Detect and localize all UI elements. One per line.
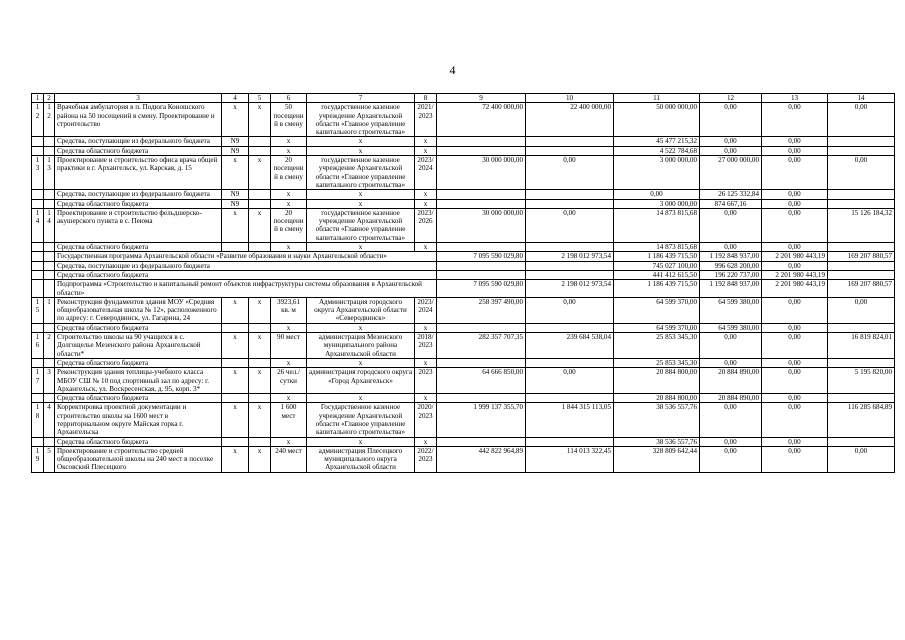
- program-row: [32, 252, 895, 261]
- amount-2024: 20 884 890,00: [700, 394, 762, 403]
- cell-x: х: [415, 243, 437, 252]
- amount-2023: 50 000 000,00: [614, 103, 700, 137]
- header-cell: 4: [222, 94, 249, 103]
- amount-2024: 0,00: [700, 358, 762, 367]
- header-cell: 1: [32, 94, 44, 103]
- cell-x: х: [415, 394, 437, 403]
- amount-2024: 0,00: [700, 103, 762, 137]
- object-name: Строительство школы на 90 учащихся в с. Долгощелье Мезенского района Архангельской области*: [55, 333, 222, 359]
- customer: государственное казенное учреждение Архангельской области «Главное управление капитального строительства»: [307, 208, 415, 242]
- object-name: Проектирование и строительство офиса врача общей практики в г. Архангельск, ул. Карская, д. 15: [55, 156, 222, 190]
- amount-2023: 745 027 100,00: [614, 261, 700, 270]
- code: N9: [222, 146, 249, 155]
- amount-2025: 2 201 980 443,19: [762, 280, 828, 298]
- amount-2024: 0,00: [700, 403, 762, 437]
- source-label: Средства областного бюджета: [55, 437, 222, 446]
- amount-2023: 328 809 642,44: [614, 446, 700, 472]
- cell-x: х: [271, 137, 307, 146]
- amount-2024: 196 220 737,00: [700, 270, 762, 279]
- amount-2024: 64 599 380,00: [700, 297, 762, 323]
- amount-2025: 0,00: [762, 323, 828, 332]
- years: 2023/ 2024: [415, 297, 437, 323]
- cell-x: х: [271, 199, 307, 208]
- amount-2023: 38 536 557,76: [614, 403, 700, 437]
- cell-x: х: [415, 137, 437, 146]
- subprogram-row: [32, 280, 895, 298]
- page-number: 4: [449, 63, 456, 77]
- amount-2023: 0,00: [614, 190, 700, 199]
- program-name: Государственная программа Архангельской области «Развитие образования и науки Архангельской области»: [55, 252, 437, 261]
- amount-2024: 874 667,16: [700, 199, 762, 208]
- amount-total: 282 357 707,35: [437, 333, 526, 359]
- code: N9: [222, 137, 249, 146]
- amount-2025: 0,00: [762, 368, 828, 394]
- amount-total: 30 000 000,00: [437, 208, 526, 242]
- amount-2025: 0,00: [762, 446, 828, 472]
- object-name: Врачебная амбулатория в п. Подюга Коношского района на 50 посещений в смену. Проектирование и строительство: [55, 103, 222, 137]
- source-label: Средства, поступающие из федерального бюджета: [55, 137, 222, 146]
- amount-remaining: 5 195 820,00: [828, 368, 895, 394]
- program-regional-row: [32, 270, 895, 279]
- source-row-regional: [32, 243, 895, 252]
- project-row: [32, 403, 895, 437]
- capacity: 240 мест: [271, 446, 307, 472]
- amount-2025: 0,00: [762, 156, 828, 190]
- code: N9: [222, 190, 249, 199]
- years: 2020/ 2023: [415, 403, 437, 437]
- amount-prior: 22 400 000,00: [526, 103, 614, 137]
- amount-2024: 0,00: [700, 146, 762, 155]
- amount-2025: 0,00: [762, 261, 828, 270]
- amount-2025: 2 201 980 443,19: [762, 252, 828, 261]
- project-row: [32, 333, 895, 359]
- sub-number: 1: [44, 297, 55, 323]
- amount-2023: 1 186 439 715,50: [614, 252, 700, 261]
- cell-x: х: [271, 323, 307, 332]
- amount-remaining: 16 819 824,01: [828, 333, 895, 359]
- amount-total: 7 095 590 029,80: [437, 252, 526, 261]
- amount-remaining: 0,00: [828, 446, 895, 472]
- cell-x: х: [307, 137, 415, 146]
- cell-x: х: [249, 333, 271, 359]
- source-row-regional: [32, 437, 895, 446]
- amount-2024: 0,00: [700, 137, 762, 146]
- years: 2023/ 2024: [415, 156, 437, 190]
- row-number: 14: [32, 208, 44, 242]
- header-cell: 14: [828, 94, 895, 103]
- source-label: Средства, поступающие из федерального бюджета: [55, 261, 437, 270]
- amount-prior: 1 844 315 113,05: [526, 403, 614, 437]
- amount-2025: 2 201 980 443,19: [762, 270, 828, 279]
- row-number: 19: [32, 446, 44, 472]
- amount-2024: 0,00: [700, 333, 762, 359]
- amount-2024: 1 192 848 937,00: [700, 280, 762, 298]
- object-name: Проектирование и строительство средней общеобразовательной школы на 240 мест в поселке Оксовский Плесецкого: [55, 446, 222, 472]
- amount-2023: 25 853 345,30: [614, 358, 700, 367]
- amount-2024: 0,00: [700, 446, 762, 472]
- source-label: Средства областного бюджета: [55, 394, 222, 403]
- sub-number: 4: [44, 403, 55, 437]
- amount-2024: 996 628 200,00: [700, 261, 762, 270]
- header-cell: 13: [762, 94, 828, 103]
- project-row: [32, 208, 895, 242]
- amount-remaining: 15 126 184,32: [828, 208, 895, 242]
- cell-x: х: [415, 146, 437, 155]
- amount-2025: 0,00: [762, 208, 828, 242]
- amount-2024: 27 000 000,00: [700, 156, 762, 190]
- source-label: Средства областного бюджета: [55, 199, 222, 208]
- cell-x: х: [222, 297, 249, 323]
- source-label: Средства областного бюджета: [55, 358, 222, 367]
- amount-total: 7 095 590 029,80: [437, 280, 526, 298]
- amount-total: 1 999 137 355,70: [437, 403, 526, 437]
- capacity: 50 посещений в смену: [271, 103, 307, 137]
- capacity: 20 посещений в смену: [271, 208, 307, 242]
- years: 2022/ 2023: [415, 446, 437, 472]
- amount-total: 72 400 000,00: [437, 103, 526, 137]
- source-label: Средства областного бюджета: [55, 323, 222, 332]
- amount-remaining: 0,00: [828, 156, 895, 190]
- capacity: 1 600 мест: [271, 403, 307, 437]
- row-number: 18: [32, 403, 44, 437]
- cell-x: х: [271, 437, 307, 446]
- amount-2023: 4 522 784,68: [614, 146, 700, 155]
- amount-2025: 0,00: [762, 199, 828, 208]
- cell-x: х: [249, 368, 271, 394]
- header-row: [32, 94, 895, 103]
- cell-x: х: [249, 156, 271, 190]
- amount-2025: 0,00: [762, 437, 828, 446]
- object-name: Реконструкция фундаментов здания МОУ «Средняя общеобразовательная школа № 12», расположенного по адресу: г. Северодвинск, ул. Гагарина, 24: [55, 297, 222, 323]
- row-number: 12: [32, 103, 44, 137]
- amount-total: 442 822 964,89: [437, 446, 526, 472]
- capacity: 90 мест: [271, 333, 307, 359]
- amount-total: 30 000 000,00: [437, 156, 526, 190]
- cell-x: х: [222, 368, 249, 394]
- customer: администрация Плесецкого муниципального округа Архангельской области: [307, 446, 415, 472]
- project-row: [32, 297, 895, 323]
- cell-x: х: [307, 243, 415, 252]
- capacity: 26 чел./сутки: [271, 368, 307, 394]
- amount-total: 64 666 850,00: [437, 368, 526, 394]
- customer: государственное казенное учреждение Архангельской области «Главное управление капитального строительства»: [307, 103, 415, 137]
- amount-remaining: 116 285 684,89: [828, 403, 895, 437]
- amount-2023: 25 853 345,30: [614, 333, 700, 359]
- amount-2024: 0,00: [700, 437, 762, 446]
- amount-total: 258 397 490,00: [437, 297, 526, 323]
- header-cell: 6: [271, 94, 307, 103]
- header-cell: 10: [526, 94, 614, 103]
- amount-2025: 0,00: [762, 297, 828, 323]
- sub-number: 3: [44, 368, 55, 394]
- object-name: Реконструкция здания теплицы-учебного класса МБОУ СШ № 10 под спортивный зал по адресу: г. Архангельск, ул. Воскресенская, д. 95, корп. 3*: [55, 368, 222, 394]
- source-row-federal: [32, 190, 895, 199]
- amount-prior: 2 198 012 973,54: [526, 280, 614, 298]
- cell-x: х: [307, 323, 415, 332]
- cell-x: х: [271, 146, 307, 155]
- cell-x: х: [307, 437, 415, 446]
- capacity: 20 посещений в смену: [271, 156, 307, 190]
- amount-2023: 14 873 815,68: [614, 243, 700, 252]
- amount-2023: 20 884 800,00: [614, 368, 700, 394]
- cell-x: х: [271, 190, 307, 199]
- amount-2024: 1 192 848 937,00: [700, 252, 762, 261]
- amount-2023: 38 536 557,76: [614, 437, 700, 446]
- customer: Государственное казенное учреждение Архангельской области «Главное управление капитального строительства»: [307, 403, 415, 437]
- sub-number: 14: [44, 208, 55, 242]
- amount-prior: 0,00: [526, 208, 614, 242]
- amount-2025: 0,00: [762, 103, 828, 137]
- source-row-regional: [32, 199, 895, 208]
- subprogram-name: Подпрограмма «Строительство и капитальный ремонт объектов инфраструктуры системы образования в Архангельской области»: [55, 280, 437, 298]
- object-name: Корректировка проектной документации и строительство школы на 1600 мест в территориальном округе Майская горка г. Архангельска: [55, 403, 222, 437]
- customer: государственное казенное учреждение Архангельской области «Главное управление капитального строительства»: [307, 156, 415, 190]
- project-row: [32, 156, 895, 190]
- cell-x: х: [249, 103, 271, 137]
- source-label: Средства областного бюджета: [55, 146, 222, 155]
- header-cell: 9: [437, 94, 526, 103]
- amount-2025: 0,00: [762, 146, 828, 155]
- customer: Администрация городского округа Архангельской области «Северодвинск»: [307, 297, 415, 323]
- budget-table: [31, 93, 895, 473]
- source-row-regional: [32, 358, 895, 367]
- amount-2024: 64 599 380,00: [700, 323, 762, 332]
- amount-2025: 0,00: [762, 137, 828, 146]
- amount-remaining: 169 207 880,57: [828, 252, 895, 261]
- years: 2021/ 2023: [415, 103, 437, 137]
- amount-2025: 0,00: [762, 333, 828, 359]
- customer: администрация городского округа «Город Архангельск»: [307, 368, 415, 394]
- source-label: Средства областного бюджета: [55, 270, 437, 279]
- amount-2025: 0,00: [762, 243, 828, 252]
- amount-2025: 0,00: [762, 403, 828, 437]
- years: 2018/ 2023: [415, 333, 437, 359]
- code: N9: [222, 199, 249, 208]
- amount-2023: 64 599 370,00: [614, 297, 700, 323]
- row-number: 17: [32, 368, 44, 394]
- header-cell: 2: [44, 94, 55, 103]
- cell-x: х: [249, 208, 271, 242]
- header-cell: 8: [415, 94, 437, 103]
- source-row-federal: [32, 137, 895, 146]
- amount-2025: 0,00: [762, 394, 828, 403]
- source-label: Средства областного бюджета: [55, 243, 222, 252]
- cell-x: х: [307, 199, 415, 208]
- sub-number: 5: [44, 446, 55, 472]
- source-label: Средства, поступающие из федерального бюджета: [55, 190, 222, 199]
- project-row: [32, 368, 895, 394]
- amount-prior: 0,00: [526, 297, 614, 323]
- sub-number: 13: [44, 156, 55, 190]
- amount-2024: 20 884 890,00: [700, 368, 762, 394]
- header-cell: 11: [614, 94, 700, 103]
- cell-x: х: [307, 146, 415, 155]
- customer: администрация Мезенского муниципального района Архангельской области: [307, 333, 415, 359]
- amount-2023: 3 000 000,00: [614, 156, 700, 190]
- cell-x: х: [222, 103, 249, 137]
- object-name: Проектирование и строительство фельдшерско-акушерского пункта в с. Пеюма: [55, 208, 222, 242]
- amount-2023: 1 186 439 715,50: [614, 280, 700, 298]
- cell-x: х: [222, 333, 249, 359]
- amount-2023: 3 000 000,00: [614, 199, 700, 208]
- row-number: 16: [32, 333, 44, 359]
- cell-x: х: [222, 446, 249, 472]
- cell-x: х: [415, 358, 437, 367]
- cell-x: х: [249, 403, 271, 437]
- project-row: [32, 103, 895, 137]
- amount-2025: 0,00: [762, 358, 828, 367]
- amount-remaining: 169 207 880,57: [828, 280, 895, 298]
- amount-prior: 239 684 538,04: [526, 333, 614, 359]
- cell-x: х: [307, 190, 415, 199]
- amount-prior: 0,00: [526, 368, 614, 394]
- amount-prior: 0,00: [526, 156, 614, 190]
- cell-x: х: [307, 358, 415, 367]
- amount-remaining: 0,00: [828, 297, 895, 323]
- cell-x: х: [415, 437, 437, 446]
- amount-2023: 20 884 800,00: [614, 394, 700, 403]
- program-federal-row: [32, 261, 895, 270]
- header-cell: 12: [700, 94, 762, 103]
- cell-x: х: [249, 297, 271, 323]
- row-number: 15: [32, 297, 44, 323]
- row-number: 13: [32, 156, 44, 190]
- project-row: [32, 446, 895, 472]
- capacity: 3923,61 кв. м: [271, 297, 307, 323]
- amount-prior: 2 198 012 973,54: [526, 252, 614, 261]
- cell-x: х: [222, 403, 249, 437]
- cell-x: х: [271, 394, 307, 403]
- amount-remaining: 0,00: [828, 103, 895, 137]
- cell-x: х: [271, 358, 307, 367]
- years: 2023/ 2026: [415, 208, 437, 242]
- cell-x: х: [249, 446, 271, 472]
- sub-number: 2: [44, 333, 55, 359]
- amount-2024: 26 125 332,84: [700, 190, 762, 199]
- sub-number: 12: [44, 103, 55, 137]
- header-cell: 5: [249, 94, 271, 103]
- source-row-regional: [32, 323, 895, 332]
- amount-2025: 0,00: [762, 190, 828, 199]
- years: 2023: [415, 368, 437, 394]
- cell-x: х: [415, 199, 437, 208]
- cell-x: х: [222, 156, 249, 190]
- amount-2023: 14 873 815,68: [614, 208, 700, 242]
- amount-prior: 114 013 322,45: [526, 446, 614, 472]
- amount-2023: 64 599 370,00: [614, 323, 700, 332]
- cell-x: х: [415, 323, 437, 332]
- cell-x: х: [415, 190, 437, 199]
- amount-2024: 0,00: [700, 243, 762, 252]
- amount-2024: 0,00: [700, 208, 762, 242]
- header-cell: 3: [55, 94, 222, 103]
- cell-x: х: [222, 208, 249, 242]
- cell-x: х: [271, 243, 307, 252]
- amount-2023: 45 477 215,32: [614, 137, 700, 146]
- cell-x: х: [307, 394, 415, 403]
- header-cell: 7: [307, 94, 415, 103]
- amount-2023: 441 412 615,50: [614, 270, 700, 279]
- source-row-regional: [32, 146, 895, 155]
- source-row-regional: [32, 394, 895, 403]
